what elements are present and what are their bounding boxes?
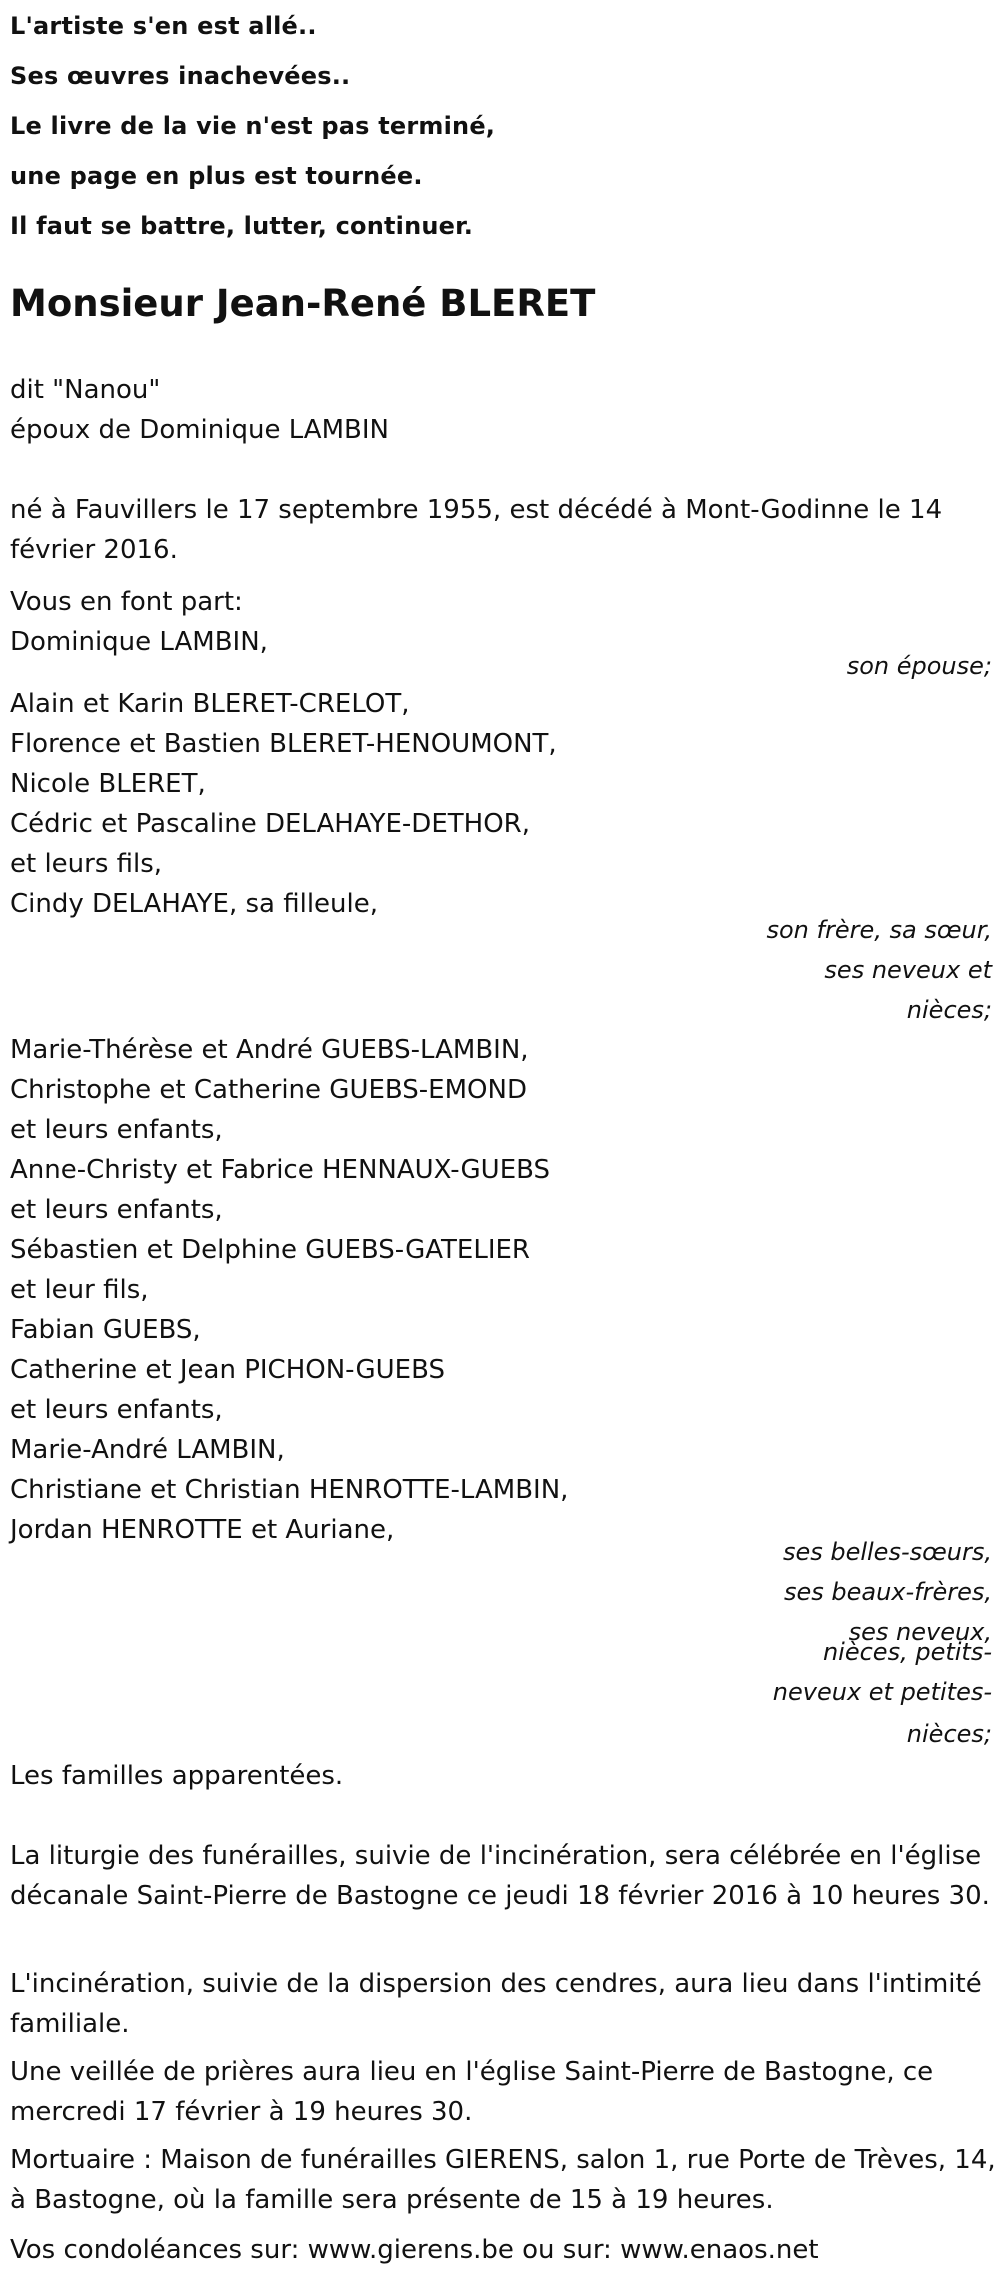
relationship-label: ses belles-sœurs, — [782, 1538, 992, 1566]
mourner-name: Dominique LAMBIN, — [10, 627, 268, 657]
poem-line: une page en plus est tournée. — [10, 162, 423, 190]
mourner-name: Catherine et Jean PICHON-GUEBS — [10, 1355, 445, 1385]
mourner-name: Marie-André LAMBIN, — [10, 1435, 285, 1465]
relationship-label: neveux et petites- — [772, 1678, 992, 1706]
mourner-name: Fabian GUEBS, — [10, 1315, 201, 1345]
relationship-label: ses neveux, — [848, 1618, 992, 1646]
mourner-name: et leur fils, — [10, 1275, 149, 1305]
relationship-label: ses neveux et — [824, 956, 992, 984]
nickname: dit "Nanou" — [10, 375, 161, 405]
relationship-label: nièces; — [906, 996, 992, 1024]
mourner-name: et leurs enfants, — [10, 1395, 223, 1425]
poem-line: Le livre de la vie n'est pas terminé, — [10, 112, 496, 140]
mourner-name: Jordan HENROTTE et Auriane, — [10, 1515, 395, 1545]
mourner-name: Nicole BLERET, — [10, 769, 206, 799]
mourner-name: et leurs fils, — [10, 849, 163, 879]
deceased-name: Monsieur Jean-René BLERET — [10, 282, 596, 325]
poem-line: Ses œuvres inachevées.. — [10, 62, 351, 90]
mourner-name: et leurs enfants, — [10, 1115, 223, 1145]
relationship-label: nièces, petits- — [822, 1638, 992, 1666]
mourner-name: Christophe et Catherine GUEBS-EMOND — [10, 1075, 527, 1105]
birth-death-text: né à Fauvillers le 17 septembre 1955, est décédé à Mont-Godinne le 14 février 2016. — [10, 495, 943, 565]
mourner-name: Christiane et Christian HENROTTE-LAMBIN, — [10, 1475, 569, 1505]
poem-line: Il faut se battre, lutter, continuer. — [10, 212, 474, 240]
families-line: Les familles apparentées. — [10, 1761, 344, 1791]
mourner-name: Florence et Bastien BLERET-HENOUMONT, — [10, 729, 557, 759]
relationship-label: son épouse; — [846, 652, 992, 680]
mourner-list — [10, 1030, 568, 1550]
relationship-label: ses beaux-frères, — [783, 1578, 992, 1606]
funeral-liturgy-text: La liturgie des funérailles, suivie de l'incinération, sera célébrée en l'église décanale Saint-Pierre de Bastogne ce jeudi 18 février 2016 à 10 heures 30. — [10, 1841, 990, 1911]
mortuary-text: Mortuaire : Maison de funérailles GIERENS, salon 1, rue Porte de Trèves, 14, à Bastogne, où la famille sera présente de 15 à 19 heures. — [10, 2145, 996, 2215]
relationship-label: nièces; — [906, 1720, 992, 1748]
announcement: Vous en font part: — [10, 587, 243, 617]
poem — [10, 6, 990, 256]
incineration-text: L'incinération, suivie de la dispersion des cendres, aura lieu dans l'intimité familiale. — [10, 1969, 982, 2039]
mourner-name: et leurs enfants, — [10, 1195, 223, 1225]
vigil-text: Une veillée de prières aura lieu en l'église Saint-Pierre de Bastogne, ce mercredi 17 février à 19 heures 30. — [10, 2057, 934, 2127]
mourner-name: Anne-Christy et Fabrice HENNAUX-GUEBS — [10, 1155, 551, 1185]
mourner-name: Cindy DELAHAYE, sa filleule, — [10, 889, 379, 919]
mourner-name: Sébastien et Delphine GUEBS-GATELIER — [10, 1235, 530, 1265]
spouse-line: époux de Dominique LAMBIN — [10, 415, 389, 445]
relationship-label: son frère, sa sœur, — [766, 916, 992, 944]
mourner-name: Alain et Karin BLERET-CRELOT, — [10, 689, 410, 719]
condolences-text: Vos condoléances sur: www.gierens.be ou sur: www.enaos.net — [10, 2235, 819, 2265]
poem-line: L'artiste s'en est allé.. — [10, 12, 317, 40]
mourner-name: Cédric et Pascaline DELAHAYE-DETHOR, — [10, 809, 530, 839]
mourner-name: Marie-Thérèse et André GUEBS-LAMBIN, — [10, 1035, 529, 1065]
mourner-list — [10, 684, 557, 924]
